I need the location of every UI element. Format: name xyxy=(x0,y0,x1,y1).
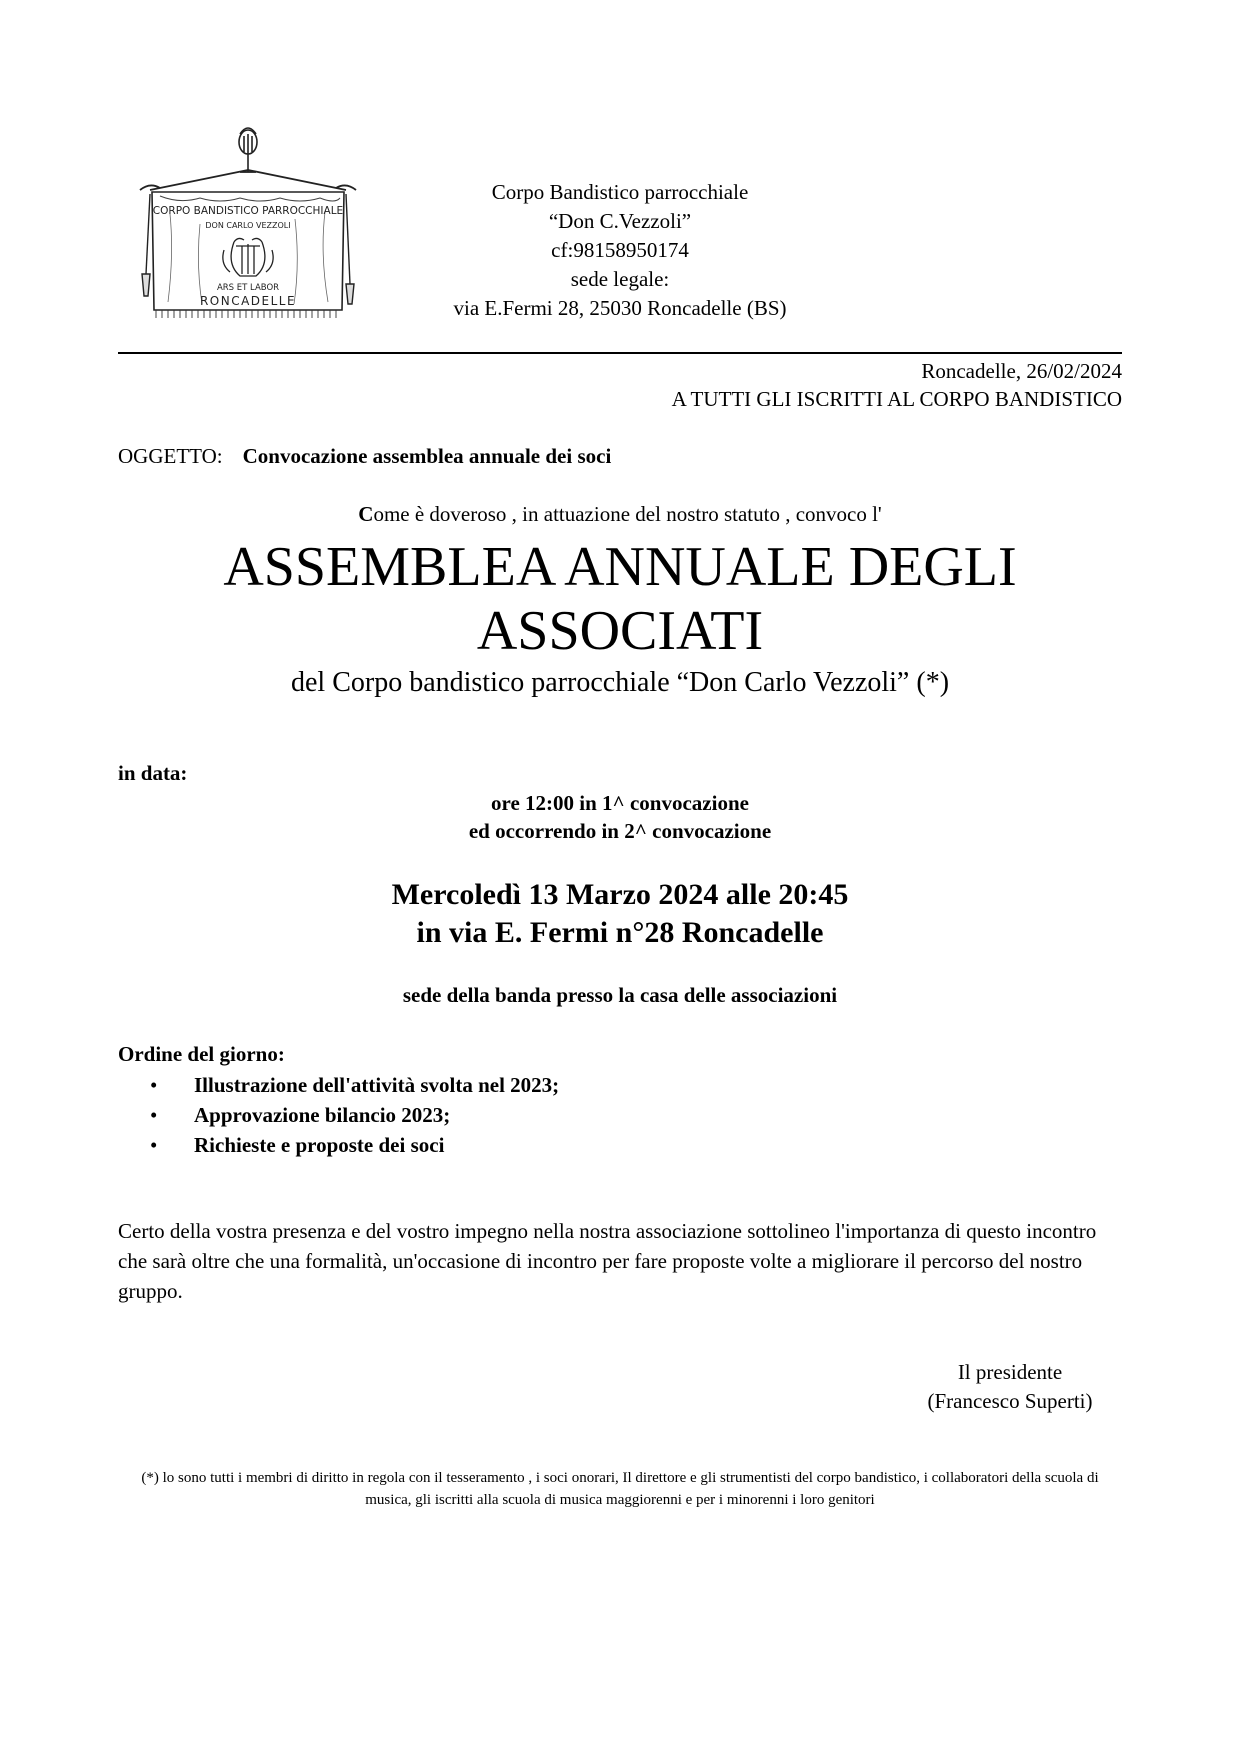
signature-role: Il presidente xyxy=(957,1360,1063,1384)
org-name: Corpo Bandistico parrocchiale xyxy=(491,180,749,204)
org-address: via E.Fermi 28, 25030 Roncadelle (BS) xyxy=(453,296,787,320)
intro-sentence xyxy=(118,501,1122,528)
meeting-address: in via E. Fermi n°28 Roncadelle xyxy=(416,916,824,949)
footnote: (*) lo sono tutti i membri di diritto in regola con il tesseramento , i soci onorari, Il direttore e gli strumentisti del corpo bandistico, i collaboratori della scuola di musica, gli iscritti alla scuola di musica maggiorenni e per i minorenni i loro genitori xyxy=(141,1470,1099,1508)
banner-drawing xyxy=(130,124,380,334)
bullet-icon: • xyxy=(150,1103,158,1127)
lyre-finial-icon xyxy=(239,128,257,172)
agenda-item xyxy=(150,1130,559,1160)
agenda-item-text: Richieste e proposte dei soci xyxy=(194,1133,445,1157)
closing-paragraph: Certo della vostra presenza e del vostro impegno nella nostra associazione sottolineo l'importanza di questo incontro che sarà oltre che una formalità, un'occasione di incontro per fare proposte volte a migliorare il percorso del nostro gruppo. xyxy=(118,1219,1097,1303)
banner-town: RONCADELLE xyxy=(199,294,297,308)
banner-poles xyxy=(140,170,356,190)
subject-label: OGGETTO: xyxy=(118,444,223,468)
org-dedication: “Don C.Vezzoli” xyxy=(548,209,692,233)
bullet-icon: • xyxy=(150,1133,158,1157)
header-divider xyxy=(118,352,1122,354)
meeting-date-time: Mercoledì 13 Marzo 2024 alle 20:45 xyxy=(391,878,849,911)
org-tax-code: cf:98158950174 xyxy=(551,238,689,262)
agenda-item-text: Illustrazione dell'attività svolta nel 2023; xyxy=(194,1073,560,1097)
bullet-icon: • xyxy=(150,1073,158,1097)
banner-fringe xyxy=(156,310,336,318)
document-title-line-2: ASSOCIATI xyxy=(476,600,764,662)
agenda-item-text: Approvazione bilancio 2023; xyxy=(194,1103,451,1127)
meeting-venue: sede della banda presso la casa delle associazioni xyxy=(402,983,838,1007)
second-convocation: ed occorrendo in 2^ convocazione xyxy=(468,819,772,843)
organization-header xyxy=(405,178,835,323)
banner-text-sub: DON CARLO VEZZOLI xyxy=(205,221,291,230)
subject-text: Convocazione assemblea annuale dei soci xyxy=(242,444,612,468)
banner-text-top: CORPO BANDISTICO PARROCCHIALE xyxy=(152,205,344,217)
signature-block xyxy=(880,1358,1140,1416)
agenda-list xyxy=(150,1070,559,1160)
signature-name: (Francesco Superti) xyxy=(927,1389,1093,1413)
agenda-heading: Ordine del giorno: xyxy=(118,1042,285,1066)
banner-motto: ARS ET LABOR xyxy=(216,283,280,293)
document-title-line-1: ASSEMBLEA ANNUALE DEGLI xyxy=(223,536,1017,598)
agenda-item xyxy=(150,1100,559,1130)
intro-text: ome è doveroso , in attuazione del nostro statuto , convoco l' xyxy=(373,502,882,526)
place-date: Roncadelle, 26/02/2024 xyxy=(921,359,1122,383)
recipient: A TUTTI GLI ISCRITTI AL CORPO BANDISTICO xyxy=(671,387,1122,411)
band-banner-logo xyxy=(130,124,380,334)
org-legal-seat-label: sede legale: xyxy=(570,267,670,291)
subject-line xyxy=(118,443,611,470)
in-data-label: in data: xyxy=(118,761,188,785)
intro-initial: C xyxy=(358,502,374,526)
first-convocation: ore 12:00 in 1^ convocazione xyxy=(491,791,749,815)
agenda-item xyxy=(150,1070,559,1100)
document-subtitle: del Corpo bandistico parrocchiale “Don Carlo Vezzoli” (*) xyxy=(290,667,950,698)
